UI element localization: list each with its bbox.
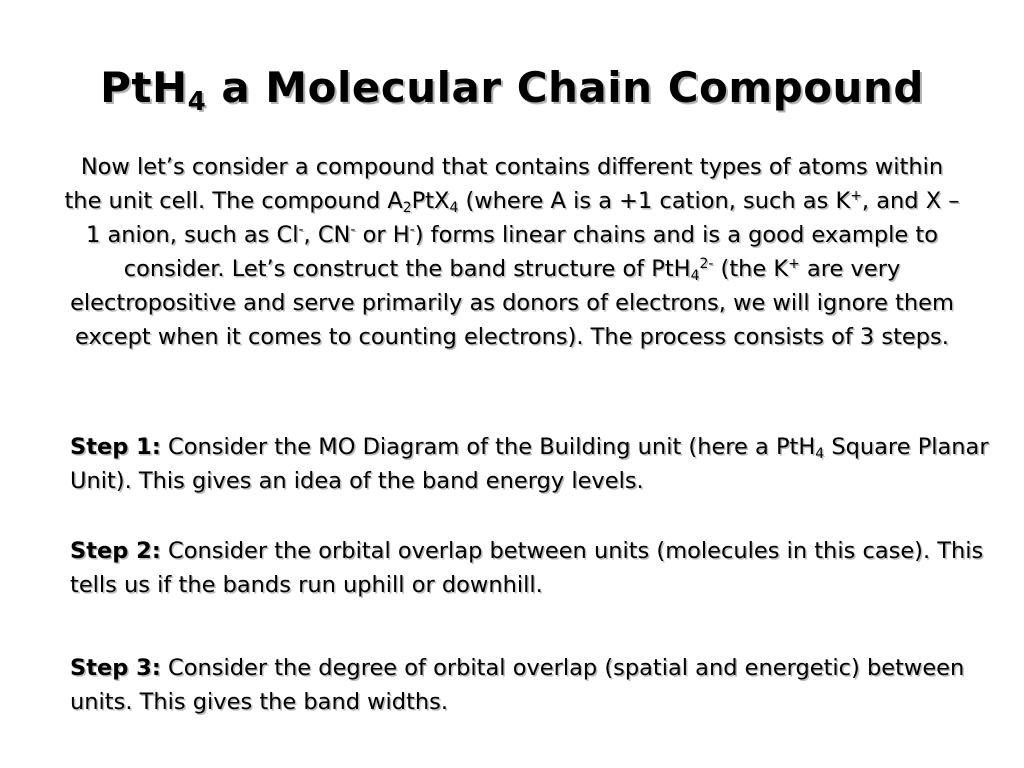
step-1-text: Consider the MO Diagram of the Building unit (here a PtH	[160, 434, 816, 460]
step-1-subscript: 4	[815, 446, 825, 463]
intro-subscript-pth4: 4	[690, 268, 700, 285]
intro-text-4: , and X –1 anion, such as Cl	[86, 188, 960, 248]
step-1-label: Step 1:	[70, 434, 161, 460]
intro-superscript-h: -	[409, 222, 415, 239]
title-text-2: a Molecular Chain Compound	[206, 63, 924, 112]
intro-text-8: (the K	[713, 256, 789, 282]
intro-text-3: (where A is a +1 cation, such as K	[458, 188, 851, 214]
intro-text-2: PtX	[411, 188, 450, 214]
step-3-label: Step 3:	[70, 655, 161, 681]
intro-text-9: are very electropositive and serve primarily as donors of electrons, we will ignore them except when it comes to counting electrons). The process consists of 3 steps.	[70, 256, 954, 350]
step-3-text: Consider the degree of orbital overlap (spatial and energetic) between units. This gives the band widths.	[70, 655, 965, 715]
intro-paragraph	[62, 150, 962, 354]
intro-text-5: , CN	[303, 222, 351, 248]
intro-superscript-charge: 2-	[699, 256, 714, 273]
slide-title	[0, 58, 1024, 118]
intro-text-7: ) forms linear chains and is a good example to consider. Let’s construct the band structure of PtH	[123, 222, 938, 282]
intro-superscript-cn: -	[350, 222, 356, 239]
intro-subscript-x4: 4	[449, 200, 459, 217]
intro-superscript-k2: +	[788, 256, 800, 273]
title-subscript: 4	[187, 86, 207, 117]
intro-text-6: or H	[355, 222, 410, 248]
title-text-1: PtH	[100, 63, 188, 112]
step-2-label: Step 2:	[70, 538, 161, 564]
intro-text-1: Now let’s consider a compound that contains different types of atoms within the unit cell. The compound A	[64, 154, 944, 214]
intro-subscript-a2: 2	[402, 200, 412, 217]
step-2-text: Consider the orbital overlap between units (molecules in this case). This tells us if the bands run uphill or downhill.	[70, 538, 984, 598]
step-3	[70, 651, 990, 719]
intro-superscript-cl: -	[298, 222, 304, 239]
step-1-text-2: Square Planar Unit). This gives an idea of the band energy levels.	[70, 434, 989, 494]
step-1	[70, 430, 990, 498]
step-2	[70, 534, 990, 602]
intro-superscript-k: +	[850, 188, 862, 205]
